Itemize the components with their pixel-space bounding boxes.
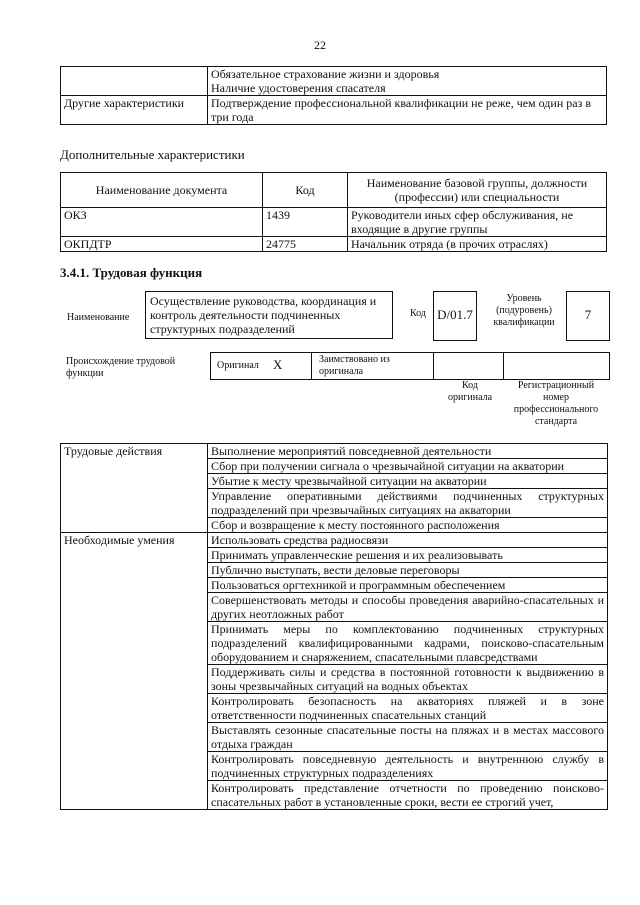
list-item: Управление оперативными действиями подчиненных структурных подразделений при чрезвычайных ситуациях на акватории bbox=[208, 489, 608, 518]
table-row bbox=[61, 444, 608, 459]
column-header: Код bbox=[263, 173, 348, 208]
function-name-box: Осуществление руководства, координация и контроль деятельности подчиненных структурных подразделений bbox=[145, 291, 393, 339]
row-content: Подтверждение профессиональной квалификации не реже, чем один раз в три года bbox=[208, 96, 607, 125]
original-check-mark: X bbox=[273, 357, 283, 372]
list-item: Выполнение мероприятий повседневной деятельности bbox=[208, 444, 608, 459]
table-cell: Руководители иных сфер обслуживания, не входящие в другие группы bbox=[348, 208, 607, 237]
list-item: Совершенствовать методы и способы проведения аварийно-спасательных и других неотложных работ bbox=[208, 593, 608, 622]
additional-characteristics-heading: Дополнительные характеристики bbox=[60, 147, 245, 162]
table-cell: Начальник отряда (в прочих отраслях) bbox=[348, 237, 607, 252]
qualification-level-label: Уровень (подуровень) квалификации bbox=[493, 293, 555, 328]
row-label: Трудовые действия bbox=[61, 444, 208, 533]
origin-label: Происхождение трудовой функции bbox=[66, 356, 176, 379]
function-code-box: D/01.7 bbox=[433, 291, 477, 341]
requirement-line: Обязательное страхование жизни и здоровья bbox=[211, 67, 440, 81]
list-item: Публично выступать, вести деловые переговоры bbox=[208, 563, 608, 578]
list-item: Сбор при получении сигнала о чрезвычайной ситуации на акватории bbox=[208, 459, 608, 474]
qualification-requirements-table bbox=[60, 66, 607, 125]
table-cell: ОКПДТР bbox=[61, 237, 263, 252]
list-item: Использовать средства радиосвязи bbox=[208, 533, 608, 548]
list-item: Контролировать повседневную деятельность и внутреннюю службу в подчиненных структурных подразделениях bbox=[208, 752, 608, 781]
table-row bbox=[61, 237, 607, 252]
table-header-row bbox=[61, 173, 607, 208]
registration-number-label: Регистрационный номер профессионального стандарта bbox=[513, 380, 599, 427]
original-code-label: Код оригинала bbox=[447, 380, 493, 403]
list-item: Пользоваться оргтехникой и программным обеспечением bbox=[208, 578, 608, 593]
list-item: Контролировать представление отчетности по проведению поисково-спасательных работ в установленные сроки, вести ее строгий учет, bbox=[208, 781, 608, 810]
page-number: 22 bbox=[314, 38, 326, 52]
table-row bbox=[61, 208, 607, 237]
additional-characteristics-table bbox=[60, 172, 607, 252]
table-cell: ОКЗ bbox=[61, 208, 263, 237]
labor-function-title: 3.4.1. Трудовая функция bbox=[60, 265, 203, 280]
original-label: Оригинал bbox=[217, 360, 259, 371]
original-code-cell bbox=[433, 352, 504, 380]
function-details-table bbox=[60, 443, 608, 810]
row-label bbox=[61, 67, 208, 96]
list-item: Принимать меры по комплектованию подчиненных структурных подразделений квалифицированными кадрами, поисково-спасательным оборудованием и снаряжением, спасательными плавсредствами bbox=[208, 622, 608, 665]
original-cell bbox=[210, 352, 312, 380]
requirement-line: Наличие удостоверения спасателя bbox=[211, 81, 386, 95]
row-content bbox=[208, 67, 607, 96]
borrowed-label: Заимствовано из оригинала bbox=[319, 354, 390, 377]
list-item: Контролировать безопасность на акваториях пляжей и в зоне ответственности подчиненных спасательных станций bbox=[208, 694, 608, 723]
row-label: Другие характеристики bbox=[61, 96, 208, 125]
list-item: Поддерживать силы и средства в постоянной готовности к выдвижению в зоны чрезвычайных ситуаций на водных объектах bbox=[208, 665, 608, 694]
list-item: Принимать управленческие решения и их реализовывать bbox=[208, 548, 608, 563]
name-label: Наименование bbox=[67, 312, 130, 323]
row-label: Необходимые умения bbox=[61, 533, 208, 810]
list-item: Сбор и возвращение к месту постоянного расположения bbox=[208, 518, 608, 533]
table-cell: 24775 bbox=[263, 237, 348, 252]
table-row bbox=[61, 533, 608, 548]
list-item: Убытие к месту чрезвычайной ситуации на акватории bbox=[208, 474, 608, 489]
qualification-level-box: 7 bbox=[566, 291, 610, 341]
column-header: Наименование документа bbox=[61, 173, 263, 208]
code-label: Код bbox=[410, 308, 426, 319]
table-cell: 1439 bbox=[263, 208, 348, 237]
table-row bbox=[61, 96, 607, 125]
column-header: Наименование базовой группы, должности (профессии) или специальности bbox=[348, 173, 607, 208]
table-row bbox=[61, 67, 607, 96]
borrowed-cell bbox=[311, 352, 434, 380]
list-item: Выставлять сезонные спасательные посты на пляжах и в местах массового отдыха граждан bbox=[208, 723, 608, 752]
registration-number-cell bbox=[503, 352, 610, 380]
